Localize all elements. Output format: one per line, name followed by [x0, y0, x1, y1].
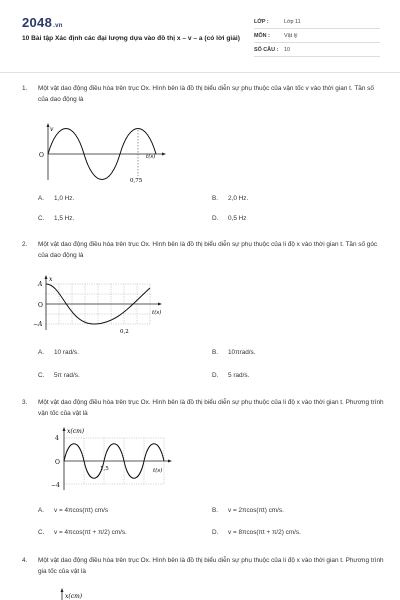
- y-axis-label: x(cm): [67, 428, 85, 435]
- question-2-text: [22, 240, 384, 261]
- option-letter: B.: [212, 507, 219, 514]
- option-letter: B.: [212, 349, 219, 356]
- option-text: v = 2πcos(πt) cm/s.: [228, 507, 284, 514]
- question-stem: Một vật dao động điều hòa trên trục Ox. Hình bên là đồ thị biểu diễn sự phụ thuộc của li độ x vào thời gian t. Phương trình gia tốc của vật là: [38, 557, 384, 575]
- option-3d[interactable]: [212, 529, 301, 536]
- option-2a[interactable]: [38, 349, 79, 356]
- question-stem: Một vật dao động điều hòa trên trục Ox. Hình bên là đồ thị biểu diễn sự phụ thuộc của vận tốc v vào thời gian t. Tần số của dao động là: [38, 85, 374, 103]
- x-axis-label: t(s): [146, 154, 156, 160]
- option-text: 5π rad/s.: [54, 372, 80, 379]
- option-3b[interactable]: [212, 507, 284, 514]
- option-2d[interactable]: [212, 372, 249, 379]
- question-stem: Một vật dao động điều hòa trên trục Ox. Hình bên là đồ thị biểu diễn sự phụ thuộc của li độ x vào thời gian t. Phương trình vận tốc của vật là: [38, 399, 384, 417]
- meta-key: SỐ CÂU :: [254, 47, 279, 53]
- meta-value: Vật lý: [284, 33, 298, 39]
- option-letter: C.: [38, 215, 45, 222]
- x-axis-label: t(s): [153, 468, 163, 474]
- option-text: 1,5 Hz.: [54, 215, 75, 222]
- option-1d[interactable]: [212, 215, 246, 222]
- option-text: 1,0 Hz.: [54, 195, 75, 202]
- option-text: 10 rad/s.: [54, 349, 79, 356]
- y-axis-label: x: [49, 276, 53, 283]
- option-letter: D.: [212, 529, 219, 536]
- y-axis-arrow: [61, 588, 64, 592]
- question-number: 4.: [22, 557, 28, 564]
- option-text: 5 rad/s.: [228, 372, 250, 379]
- origin-label: O: [39, 152, 44, 159]
- meta-row-subject: [254, 29, 380, 43]
- question-1-graph: [36, 122, 176, 184]
- amplitude-top-label: 4: [55, 435, 59, 442]
- option-text: v = 4πcos(πt) cm/s: [54, 507, 109, 514]
- option-text: 10πrad/s.: [228, 349, 256, 356]
- option-letter: A.: [38, 507, 45, 514]
- question-3-text: [22, 398, 384, 419]
- tick-label: 0,2: [120, 329, 129, 335]
- meta-key: MÔN :: [254, 33, 270, 39]
- meta-key: LỚP :: [254, 19, 269, 25]
- option-letter: B.: [212, 195, 219, 202]
- logo-text: 2048: [22, 15, 53, 30]
- question-4-graph: [50, 586, 130, 600]
- option-text: v = 8πcos(πt + π/2) cm/s.: [228, 529, 301, 536]
- option-letter: C.: [38, 372, 45, 379]
- meta-value: 10: [284, 47, 290, 53]
- option-letter: C.: [38, 529, 45, 536]
- option-1c[interactable]: [38, 215, 74, 222]
- option-letter: A.: [38, 195, 45, 202]
- option-3c[interactable]: [38, 529, 127, 536]
- x-axis-arrow: [158, 303, 162, 306]
- option-2b[interactable]: [212, 349, 256, 356]
- document-header: [0, 0, 400, 66]
- x-axis-arrow: [162, 153, 166, 156]
- option-letter: A.: [38, 349, 45, 356]
- option-letter: D.: [212, 215, 219, 222]
- question-number: 2.: [22, 241, 28, 248]
- y-axis-label: v: [50, 126, 54, 133]
- tick-label: 1,5: [100, 466, 109, 472]
- y-axis-arrow: [63, 427, 66, 431]
- option-text: v = 4πcos(πt + π/2) cm/s.: [54, 529, 127, 536]
- option-1a[interactable]: [38, 195, 74, 202]
- option-1b[interactable]: [212, 195, 248, 202]
- option-text: 0,5 Hz: [228, 215, 247, 222]
- site-logo[interactable]: [22, 15, 63, 30]
- question-number: 1.: [22, 85, 28, 92]
- meta-value: Lớp 11: [284, 19, 301, 25]
- question-3-graph: [28, 426, 178, 494]
- question-1-text: [22, 84, 384, 105]
- tick-label: 0,75: [130, 178, 143, 184]
- y-axis-label: x(cm): [65, 593, 83, 600]
- question-stem: Một vật dao động điều hòa trên trục Ox. Hình bên là đồ thị biểu diễn sự phụ thuộc của li độ x vào thời gian t. Tần số góc của dao động là: [38, 241, 378, 259]
- origin-label: O: [55, 459, 60, 466]
- logo-suffix: .vn: [53, 23, 63, 29]
- amplitude-bottom-label: −4: [51, 482, 60, 489]
- document-title: 10 Bài tập Xác định các đại lượng dựa vào đồ thị x – v – a (có lời giải): [22, 35, 240, 42]
- amplitude-bottom-label: −A: [33, 321, 43, 328]
- y-axis-arrow: [45, 275, 48, 279]
- question-number: 3.: [22, 399, 28, 406]
- question-4-text: [22, 556, 384, 577]
- option-3a[interactable]: [38, 507, 108, 514]
- x-axis-arrow: [168, 460, 172, 463]
- header-divider: [0, 72, 400, 73]
- question-2-graph: [28, 274, 178, 338]
- meta-row-count: [254, 43, 380, 57]
- amplitude-top-label: A: [38, 281, 43, 288]
- option-text: 2,0 Hz.: [228, 195, 249, 202]
- meta-table: [254, 15, 380, 57]
- meta-row-class: [254, 15, 380, 29]
- option-letter: D.: [212, 372, 219, 379]
- option-2c[interactable]: [38, 372, 80, 379]
- x-axis-label: t(s): [152, 310, 162, 316]
- origin-label: O: [38, 302, 43, 309]
